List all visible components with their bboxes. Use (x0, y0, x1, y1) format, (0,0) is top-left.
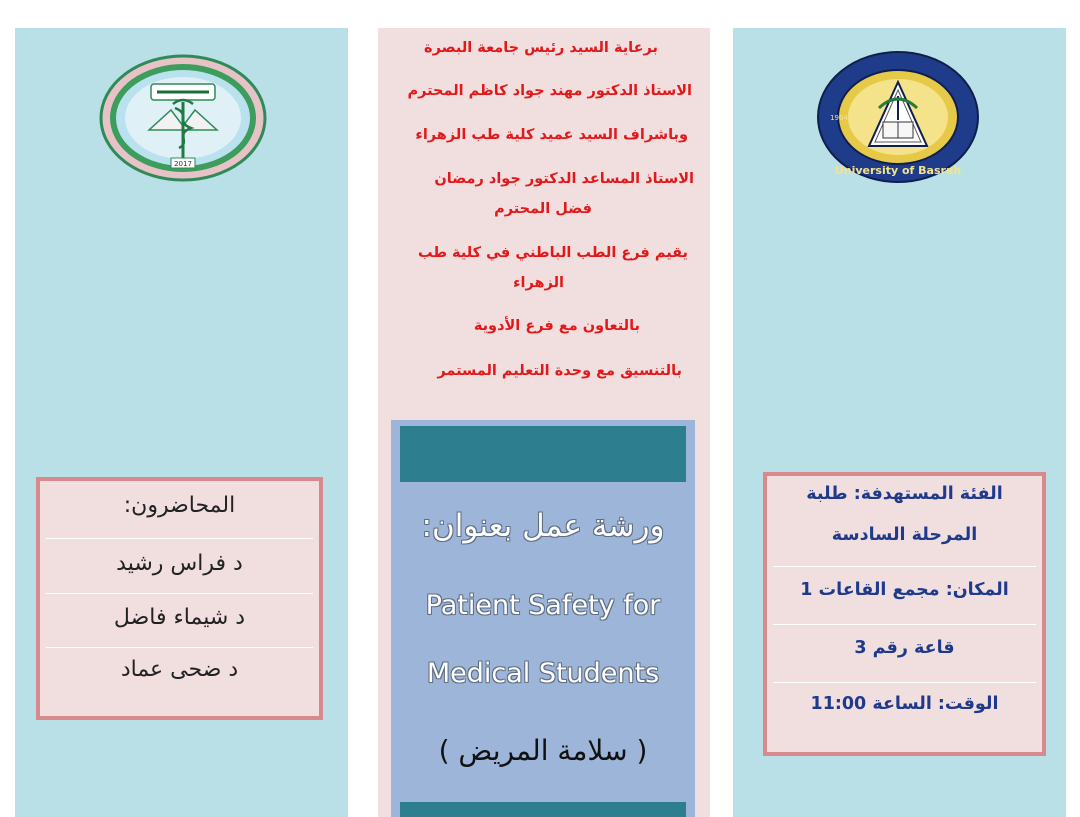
workshop-title-en-line1: Patient Safety for (425, 590, 661, 621)
sponsorship-line: برعاية السيد رئيس جامعة البصرة (424, 40, 658, 56)
lecturer-name: د فراس رشيد (116, 551, 243, 576)
lecturers-title: المحاضرون: (123, 493, 236, 518)
sponsorship-line: وباشراف السيد عميد كلية طب الزهراء (415, 127, 688, 143)
svg-text:2017: 2017 (174, 160, 192, 168)
sponsorship-line: الاستاذ المساعد الدكتور جواد رمضان (434, 171, 694, 187)
workshop-box (391, 420, 695, 817)
divider (46, 593, 313, 594)
audience-line2: المرحلة السادسة (831, 525, 978, 545)
sponsorship-line: بالتعاون مع فرع الأدوية (473, 318, 640, 334)
audience-line1: الفئة المستهدفة: طلبة (806, 484, 1003, 504)
workshop-title-en-line2: Medical Students (426, 658, 660, 689)
university-of-basrah-seal (815, 50, 981, 184)
place-line: المكان: مجمع القاعات 1 (800, 580, 1009, 600)
sponsorship-line: الاستاذ الدكتور مهند جواد كاظم المحترم (407, 83, 692, 99)
info-box (763, 472, 1046, 756)
sponsorship-line: يقيم فرع الطب الباطني في كلية طب (417, 245, 688, 261)
sponsorship-line: بالتنسيق مع وحدة التعليم المستمر (437, 363, 682, 379)
sponsorship-line: الزهراء (513, 275, 564, 291)
divider (773, 566, 1036, 567)
teal-bar-top (400, 426, 686, 482)
sponsorship-line: فضل المحترم (494, 201, 592, 217)
lecturer-name: د ضحى عماد (120, 657, 239, 682)
left-panel (15, 28, 348, 817)
workshop-title-ar: ( سلامة المريض ) (438, 734, 648, 767)
svg-text:University of Basrah: University of Basrah (834, 164, 962, 177)
divider (773, 624, 1036, 625)
right-panel (733, 28, 1066, 817)
hall-line: قاعة رقم 3 (854, 638, 955, 658)
time-line: الوقت: الساعة 11:00 (810, 694, 999, 714)
svg-text:1964: 1964 (830, 114, 848, 122)
lecturers-box (36, 477, 323, 720)
divider (46, 647, 313, 648)
divider (773, 682, 1036, 683)
workshop-heading: ورشة عمل بعنوان: (421, 508, 665, 544)
zahraa-college-logo (99, 54, 267, 182)
lecturer-name: د شيماء فاضل (113, 605, 246, 630)
teal-bar-bottom (400, 802, 686, 817)
middle-panel (378, 28, 710, 817)
divider (46, 538, 313, 539)
